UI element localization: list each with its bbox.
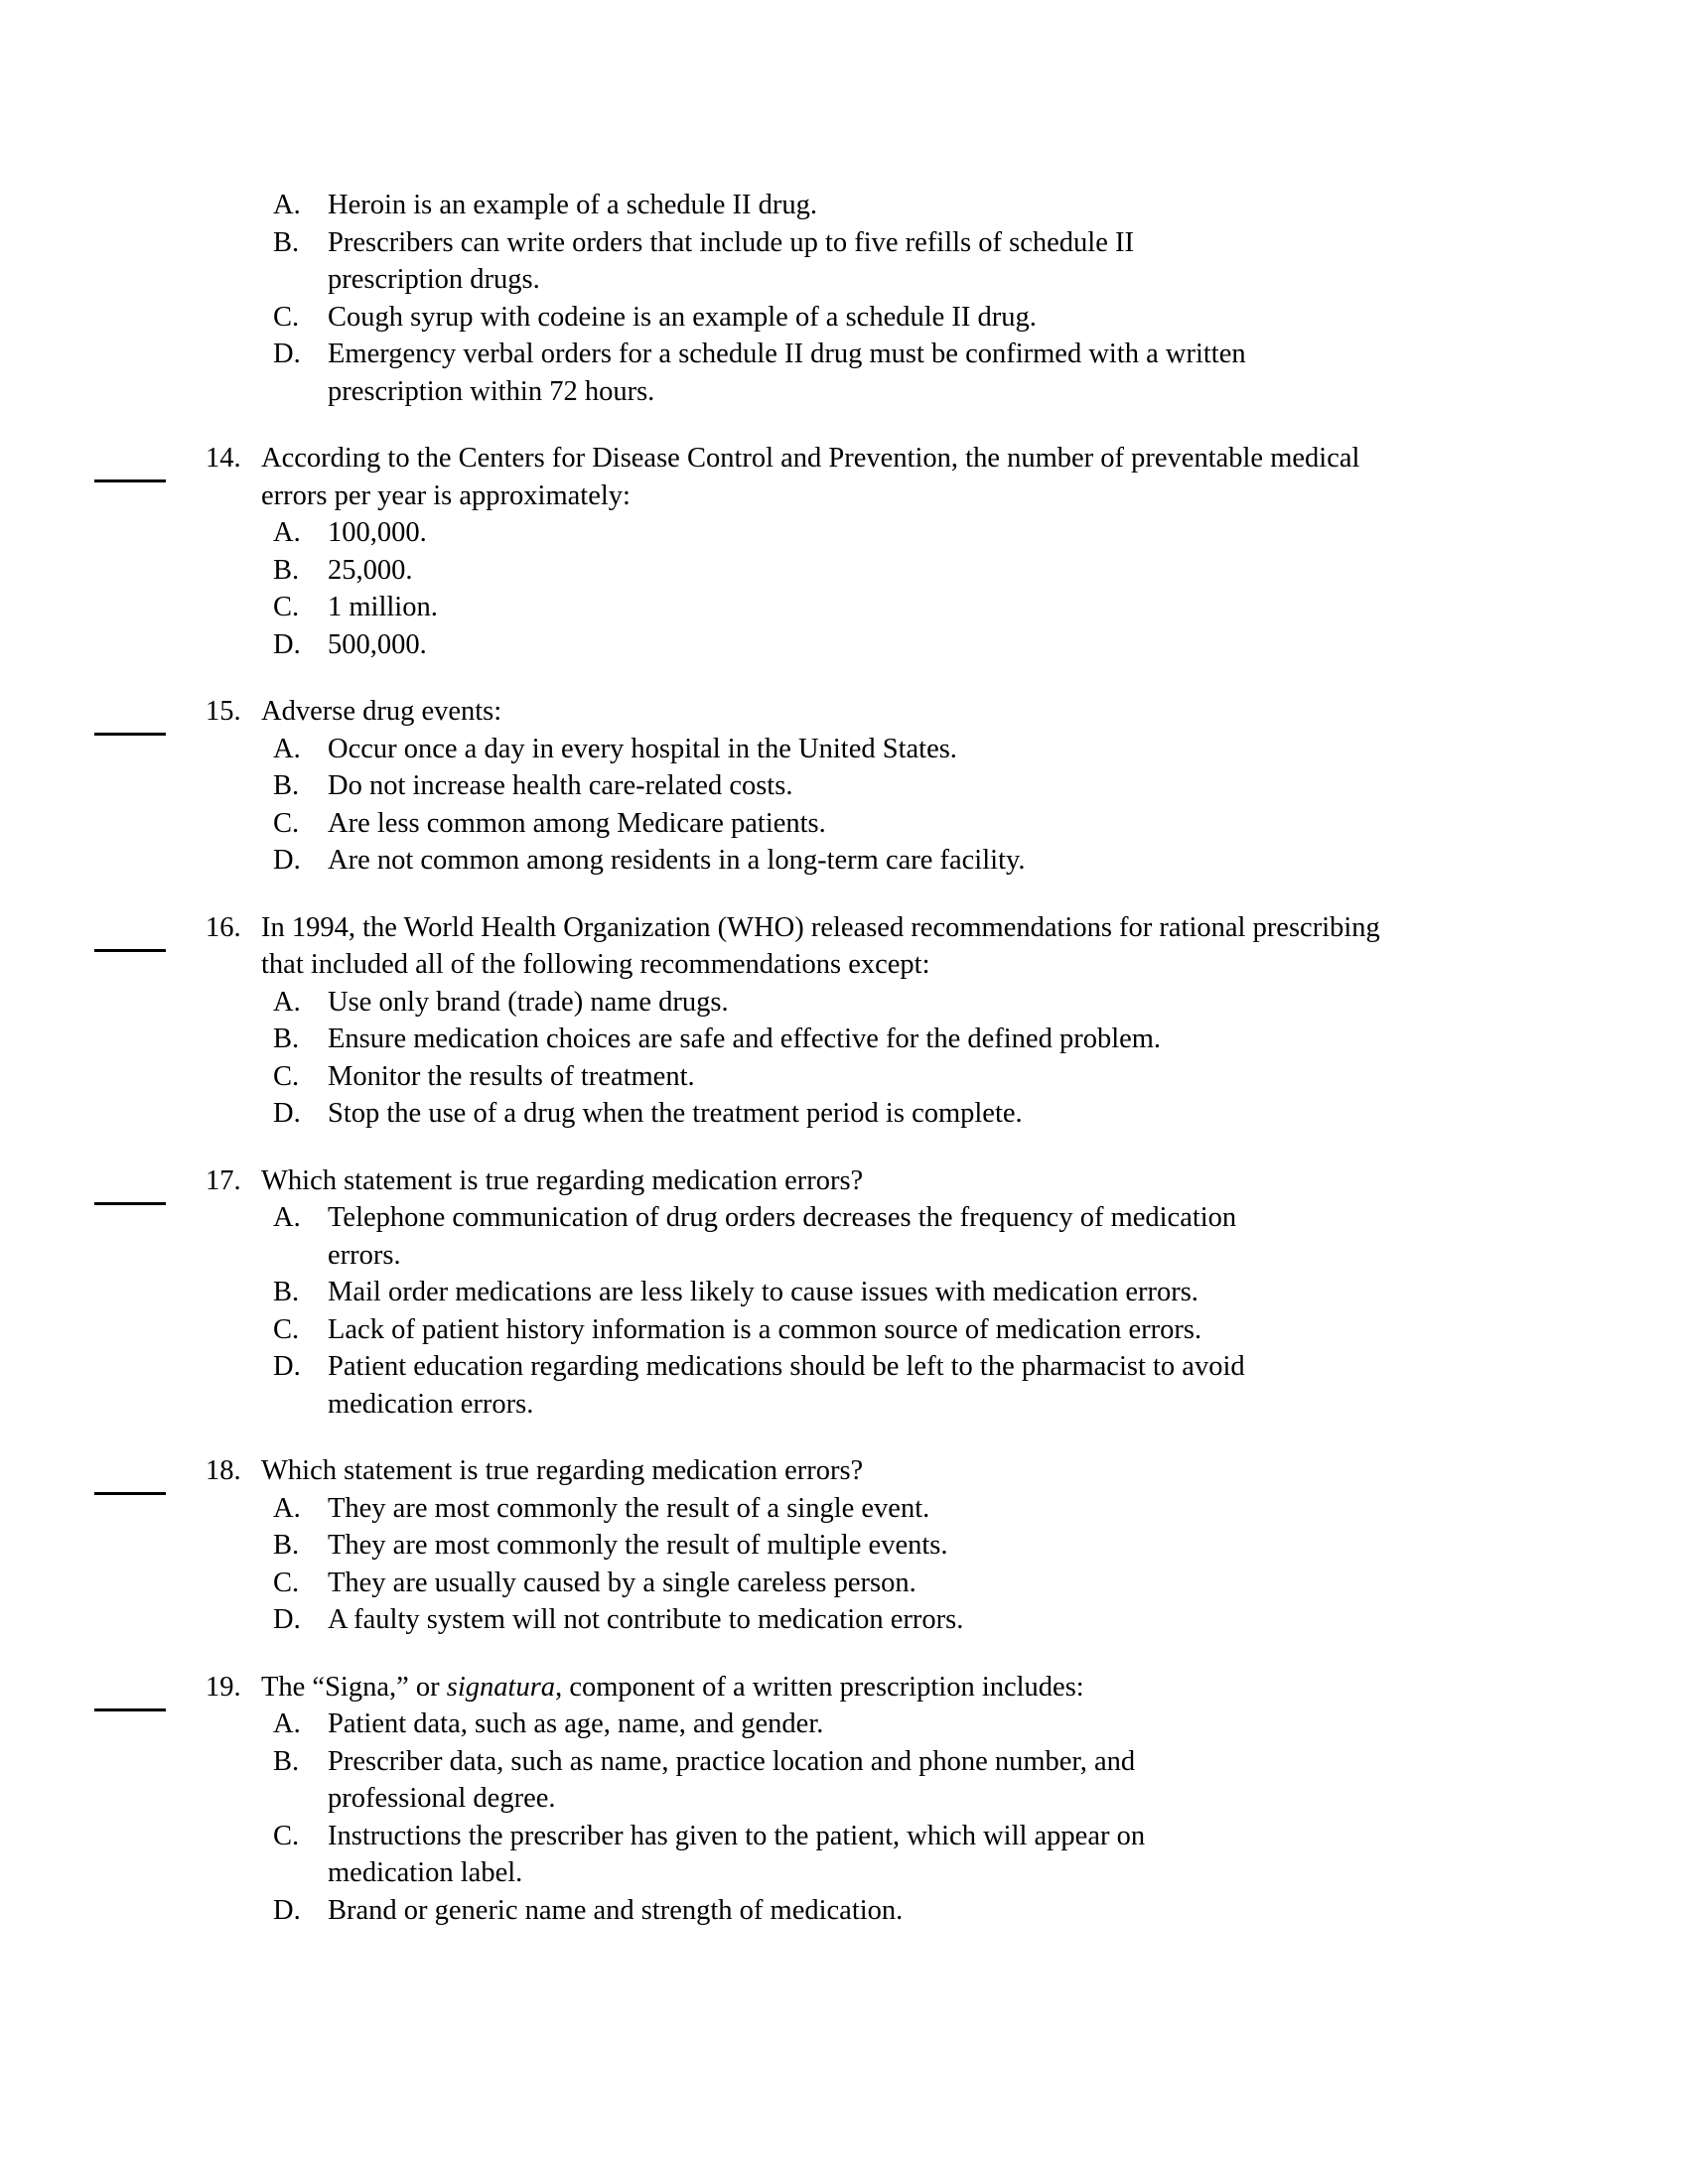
option-letter: A.	[273, 517, 301, 548]
answer-option	[273, 552, 1688, 590]
option-text-line: errors.	[328, 1239, 401, 1271]
stem-text: The “Signa,” or	[261, 1671, 447, 1703]
answer-option	[273, 336, 1688, 410]
option-text	[328, 514, 1688, 552]
option-text-line: They are most commonly the result of a single event.	[328, 1492, 930, 1524]
stem-text: , component of a written prescription includes:	[555, 1671, 1084, 1703]
question-stem-line: Adverse drug events:	[261, 696, 502, 727]
answer-blank	[94, 1202, 166, 1205]
answer-option	[273, 1095, 1688, 1133]
question-body	[261, 440, 1688, 663]
option-text	[328, 984, 1688, 1022]
option-text	[328, 1348, 1688, 1423]
option-text-line: Mail order medications are less likely to cause issues with medication errors.	[328, 1277, 1198, 1307]
question-stem-line: that included all of the following recommendations except:	[261, 949, 930, 980]
answer-option	[273, 1348, 1688, 1423]
answer-blank-column	[94, 1162, 206, 1424]
option-text	[328, 1527, 1688, 1565]
option-text	[328, 552, 1688, 590]
option-text	[328, 1058, 1688, 1096]
option-letter: C.	[273, 1060, 300, 1092]
question-stem-line	[261, 1669, 1688, 1706]
option-text-line: Emergency verbal orders for a schedule II drug must be confirmed with a written	[328, 339, 1246, 369]
answer-option	[273, 1311, 1688, 1349]
option-text-line: A faulty system will not contribute to medication errors.	[328, 1604, 964, 1635]
option-text-line: They are usually caused by a single careless person.	[328, 1567, 916, 1598]
answer-option	[273, 1527, 1688, 1565]
option-letter: B.	[273, 770, 300, 801]
answer-option	[273, 1601, 1688, 1639]
answer-option	[273, 1199, 1688, 1274]
question-body	[261, 693, 1688, 880]
option-text	[328, 1274, 1688, 1311]
option-text	[328, 1565, 1688, 1602]
answer-option	[273, 1818, 1688, 1892]
option-text-line: 25,000.	[328, 554, 413, 586]
option-text-line: 500,000.	[328, 628, 427, 660]
answer-option	[273, 1058, 1688, 1096]
option-text-line: professional degree.	[328, 1783, 556, 1814]
answer-blank	[94, 1708, 166, 1711]
question-17	[94, 1162, 1688, 1424]
answer-option	[273, 1706, 1688, 1743]
option-letter: A.	[273, 733, 301, 764]
option-text	[328, 336, 1688, 410]
option-text	[328, 1743, 1688, 1818]
option-letter: B.	[273, 554, 300, 586]
answer-blank	[94, 733, 166, 736]
option-letter: C.	[273, 592, 300, 622]
option-text-line: prescription within 72 hours.	[328, 375, 655, 407]
option-text	[328, 1706, 1688, 1743]
option-letter: D.	[273, 339, 301, 369]
option-letter: B.	[273, 226, 300, 258]
option-letter: A.	[273, 1492, 301, 1524]
answer-option	[273, 1274, 1688, 1311]
answer-option	[273, 842, 1688, 880]
question-13-options	[94, 187, 1688, 410]
option-text-line: Patient data, such as age, name, and gender.	[328, 1708, 824, 1739]
option-text-line: Use only brand (trade) name drugs.	[328, 986, 729, 1018]
answer-option	[273, 626, 1688, 664]
answer-option	[273, 1021, 1688, 1058]
answer-option	[273, 767, 1688, 805]
option-text-line: Are less common among Medicare patients.	[328, 807, 826, 839]
stem-italic-text: signatura	[446, 1671, 556, 1703]
option-letter: A.	[273, 190, 301, 220]
question-stem-line: According to the Centers for Disease Control and Prevention, the number of preventable medical	[261, 443, 1360, 474]
question-number: 19.	[206, 1671, 241, 1703]
answer-option	[273, 224, 1688, 299]
option-text	[328, 1818, 1688, 1892]
option-letter: C.	[273, 1820, 300, 1851]
option-text	[328, 1199, 1688, 1274]
option-text	[328, 1892, 1688, 1930]
question-14	[94, 440, 1688, 663]
question-stem-line: Which statement is true regarding medication errors?	[261, 1164, 864, 1196]
answer-option	[273, 187, 1688, 224]
option-text-line: Are not common among residents in a long-term care facility.	[328, 845, 1026, 876]
answer-blank-column	[94, 440, 206, 663]
answer-blank	[94, 479, 166, 482]
question-number: 17.	[206, 1164, 241, 1196]
option-text-line: Do not increase health care-related costs.	[328, 770, 793, 801]
option-text-line: Heroin is an example of a schedule II drug.	[328, 190, 818, 220]
answer-blank-column	[94, 187, 206, 410]
option-letter: B.	[273, 1277, 300, 1307]
option-text-line: Prescribers can write orders that include up to five refills of schedule II	[328, 226, 1134, 258]
option-text-line: Prescriber data, such as name, practice location and phone number, and	[328, 1745, 1136, 1777]
question-stem-line: errors per year is approximately:	[261, 479, 631, 511]
option-text	[328, 1311, 1688, 1349]
option-letter: A.	[273, 1708, 301, 1739]
question-15	[94, 693, 1688, 880]
option-letter: A.	[273, 1202, 301, 1233]
option-text	[328, 1021, 1688, 1058]
option-letter: D.	[273, 1098, 301, 1129]
option-text-line: They are most commonly the result of multiple events.	[328, 1530, 948, 1561]
option-text-line: Patient education regarding medications should be left to the pharmacist to avoid	[328, 1351, 1245, 1382]
option-letter: D.	[273, 1894, 301, 1926]
question-body	[261, 909, 1688, 1133]
option-text	[328, 589, 1688, 626]
answer-option	[273, 514, 1688, 552]
option-letter: B.	[273, 1530, 300, 1561]
question-19	[94, 1669, 1688, 1930]
question-body	[261, 1162, 1688, 1424]
option-text-line: medication label.	[328, 1857, 523, 1888]
answer-option	[273, 1892, 1688, 1930]
option-text	[328, 731, 1688, 768]
question-body	[261, 1452, 1688, 1639]
option-text	[328, 626, 1688, 664]
option-text	[328, 1095, 1688, 1133]
answer-option	[273, 1490, 1688, 1528]
question-stem-line: Which statement is true regarding medication errors?	[261, 1455, 864, 1486]
answer-option	[273, 984, 1688, 1022]
option-text	[328, 299, 1688, 337]
option-text	[328, 1601, 1688, 1639]
answer-option	[273, 731, 1688, 768]
answer-option	[273, 1565, 1688, 1602]
option-text	[328, 842, 1688, 880]
answer-blank-column	[94, 909, 206, 1133]
answer-blank-column	[94, 693, 206, 880]
option-text	[328, 187, 1688, 224]
option-text-line: Stop the use of a drug when the treatment period is complete.	[328, 1098, 1023, 1129]
question-body	[261, 187, 1688, 410]
option-letter: D.	[273, 628, 301, 660]
option-text-line: Brand or generic name and strength of medication.	[328, 1894, 904, 1926]
answer-blank-column	[94, 1452, 206, 1639]
option-text	[328, 224, 1688, 299]
answer-blank	[94, 949, 166, 952]
option-letter: C.	[273, 807, 300, 839]
option-text-line: Occur once a day in every hospital in the United States.	[328, 733, 957, 764]
answer-option	[273, 1743, 1688, 1818]
option-letter: B.	[273, 1745, 300, 1777]
option-text-line: Monitor the results of treatment.	[328, 1060, 695, 1092]
answer-option	[273, 805, 1688, 843]
option-text	[328, 767, 1688, 805]
option-letter: D.	[273, 1351, 301, 1382]
option-letter: D.	[273, 1604, 301, 1635]
question-number: 16.	[206, 911, 241, 943]
option-letter: C.	[273, 301, 300, 333]
option-text-line: 1 million.	[328, 592, 438, 622]
question-number: 15.	[206, 696, 241, 727]
question-number: 14.	[206, 443, 241, 474]
option-text	[328, 1490, 1688, 1528]
question-stem-line: In 1994, the World Health Organization (WHO) released recommendations for rational prescribing	[261, 911, 1380, 943]
option-text-line: 100,000.	[328, 517, 427, 548]
option-text-line: Lack of patient history information is a common source of medication errors.	[328, 1313, 1202, 1345]
answer-option	[273, 299, 1688, 337]
option-letter: C.	[273, 1313, 300, 1345]
question-16	[94, 909, 1688, 1133]
answer-blank-column	[94, 1669, 206, 1930]
question-number: 18.	[206, 1455, 241, 1486]
answer-option	[273, 589, 1688, 626]
option-text-line: Cough syrup with codeine is an example of a schedule II drug.	[328, 301, 1037, 333]
option-text-line: prescription drugs.	[328, 264, 540, 295]
question-body	[261, 1669, 1688, 1930]
option-text-line: Telephone communication of drug orders decreases the frequency of medication	[328, 1202, 1237, 1233]
option-text-line: Instructions the prescriber has given to the patient, which will appear on	[328, 1820, 1146, 1851]
question-18	[94, 1452, 1688, 1639]
option-text	[328, 805, 1688, 843]
option-letter: B.	[273, 1024, 300, 1054]
answer-blank	[94, 1492, 166, 1495]
option-text-line: medication errors.	[328, 1388, 534, 1420]
option-text-line: Ensure medication choices are safe and effective for the defined problem.	[328, 1024, 1162, 1054]
option-letter: C.	[273, 1567, 300, 1598]
option-letter: A.	[273, 986, 301, 1018]
option-letter: D.	[273, 845, 301, 876]
